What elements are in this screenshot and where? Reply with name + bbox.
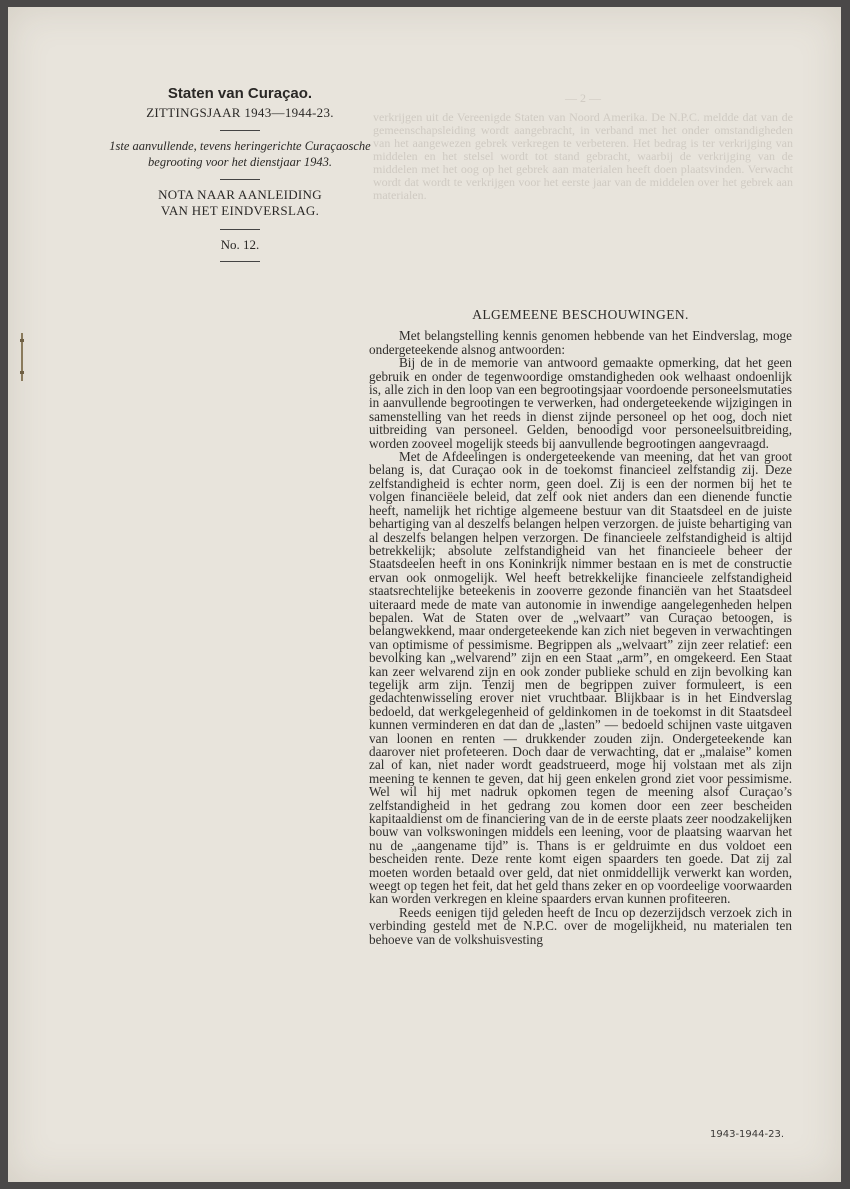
staple-icon xyxy=(20,333,24,381)
archive-stamp: 1943-1944-23. xyxy=(710,1129,785,1140)
paragraph: Bij de in de memorie van antwoord gemaakte opmerking, dat het geen gebruik en onder de tegenwoordige omstandigheden ook welhaast ondoenlijk is, alle zich in den loop van een begrootingsjaar voordoende personeelsmutaties in aanvullende begrootingen te verwerken, had ondergeteekende wijzigingen in samenstelling van het reeds in dienst zijnde personeel op het oog, doch niet uitbreiding van personeel. Gelden, benoodigd voor personeelsuitbreiding, worden zooveel mogelijk steeds bij aanvullende begrootingen aangevraagd. xyxy=(369,355,792,451)
paragraph: Met de Afdeelingen is ondergeteekende van meening, dat het van groot belang is, dat Curaçao ook in de toekomst financieel zelfstandig zij. Deze zelfstandigheid is echter norm, geen doel. Zij is een der normen bij het te volgen financiëele beleid, dat zelf ook niet anders dan een dienende functie heeft, namelijk het richtige algemeene bestuur van dit Staatsdeel en de juiste behartiging van al deszelfs belangen helpen verzorgen. de juiste behartiging van al deszelfs belangen helpen verzorgen. De financieele zelfstandigheid is altijd betrekkelijk; absolute zelfstandigheid van het financieele beheer der Staatsdeelen heeft in ons Koninkrijk nimmer bestaan en is met de constructie ervan ook onmogelijk. Wel heeft betrekkelijke financieele zelfstandigheid staatsrechtelijke beteekenis in zooverre gezonde financiën van het Staatsdeel uiteraard mede de mate van autonomie in inwendige aangelegenheden helpen bepalen. Wat de Staten over de „welvaart” van Curaçao betoogen, is belangwekkend, maar ondergeteekende kan zich niet begeven in verwachtingen van optimisme of pessimisme. Begrippen als „welvaart” zijn zeer relatief: een bevolking kan „welvarend” zijn en een Staat „arm”, en omgekeerd. Een Staat kan zeer welvarend zijn en ook zonder publieke schuld en zijn bevolking kan tegelijk arm zijn. Tenzij men de begrippen zuiver formuleert, is een gedachtenwisseling erover niet vruchtbaar. Blijkbaar is in het Eindverslag bedoeld, dat werkgelegenheid of geldinkomen in de toekomst in dit Staatsdeel kunnen verminderen en dat dan de „lasten” — bedoeld schijnen vaste uitgaven van loonen en renten — drukkender zouden zijn. Ondergeteekende kan daarover niet profeteeren. Doch daar de verwachting, dat er „malaise” komen zal of kan, niet nader wordt geadstrueerd, moge hij volstaan met als zijn meening te kennen te geven, dat hij geen enkelen grond ziet voor pessimisme. Wel wil hij met nadruk opkomen tegen de meening alsof Curaçao’s zelfstandigheid in het gedrang zou komen door een zeer bescheiden kapitaaldienst om de financiering van de in de eerste plaats zeer noodzakelijken bouw van volkswoningen middels een leening, voor de plaatsing waarvan het nu de „aangename tijd” is. Thans is er geldruimte en dus voldoet een bescheiden rente. Deze rente komt eigen spaarders ten goede. Dat zij zal moeten worden betaald over geld, dat niet onmiddellijk verwerkt kan worden, weegt op tegen het feit, dat het geld thans zeker en op voordeelige voorwaarden kan worden verkregen en kleine spaarders ervan kunnen profiteeren. xyxy=(369,449,792,907)
bleed-through-paragraph: verkrijgen uit de Vereenigde Staten van Noord Amerika. De N.P.C. meldde dat van de gemeenschapsleiding wordt aangebracht, in verband met het onder omstandigheden van het aangewezen gebrek verkregen te verbeteren. Het bedrag is ter verkrijging van middelen en het stelsel wordt tot stand gebracht, waarbij de verkrijging van de middelen met het oog op het gebrek aan materialen heeft doen plaatsvinden. Verwacht wordt dat wordt te verkrijgen voor het eerste jaar van de middelen over het gebrek aan materialen. xyxy=(373,110,793,202)
session-year: ZITTINGSJAAR 1943—1944-23. xyxy=(146,105,334,120)
paragraph: Reeds eenigen tijd geleden heeft de Incu op dezerzijdsch verzoek zich in verbinding gesteld met de N.P.C. over de mogelijkheid, nu materialen ten behoeve van de volkshuisvesting xyxy=(369,904,792,947)
document-page xyxy=(8,7,841,1182)
document-header xyxy=(100,85,380,269)
document-number: No. 12. xyxy=(220,236,260,252)
nota-line-2: VAN HET EINDVERSLAG. xyxy=(160,203,320,219)
header-divider xyxy=(220,261,260,262)
header-divider xyxy=(220,130,260,131)
bleed-through-text xyxy=(373,92,793,272)
paragraph: Met belangstelling kennis genomen hebbende van het Eindverslag, moge ondergeteekende alsnog antwoorden: xyxy=(369,328,792,357)
header-divider xyxy=(220,229,260,230)
section-heading: ALGEMEENE BESCHOUWINGEN. xyxy=(472,307,689,322)
nota-line-1: NOTA NAAR AANLEIDING xyxy=(158,187,322,203)
header-subtitle: 1ste aanvullende, tevens heringerichte Curaçaosche begrooting voor het dienstjaar 1943. xyxy=(109,138,371,169)
bleed-through-page-number: — 2 — xyxy=(565,92,601,105)
header-title: Staten van Curaçao. xyxy=(167,85,313,102)
header-divider xyxy=(220,179,260,180)
document-body xyxy=(369,308,792,946)
